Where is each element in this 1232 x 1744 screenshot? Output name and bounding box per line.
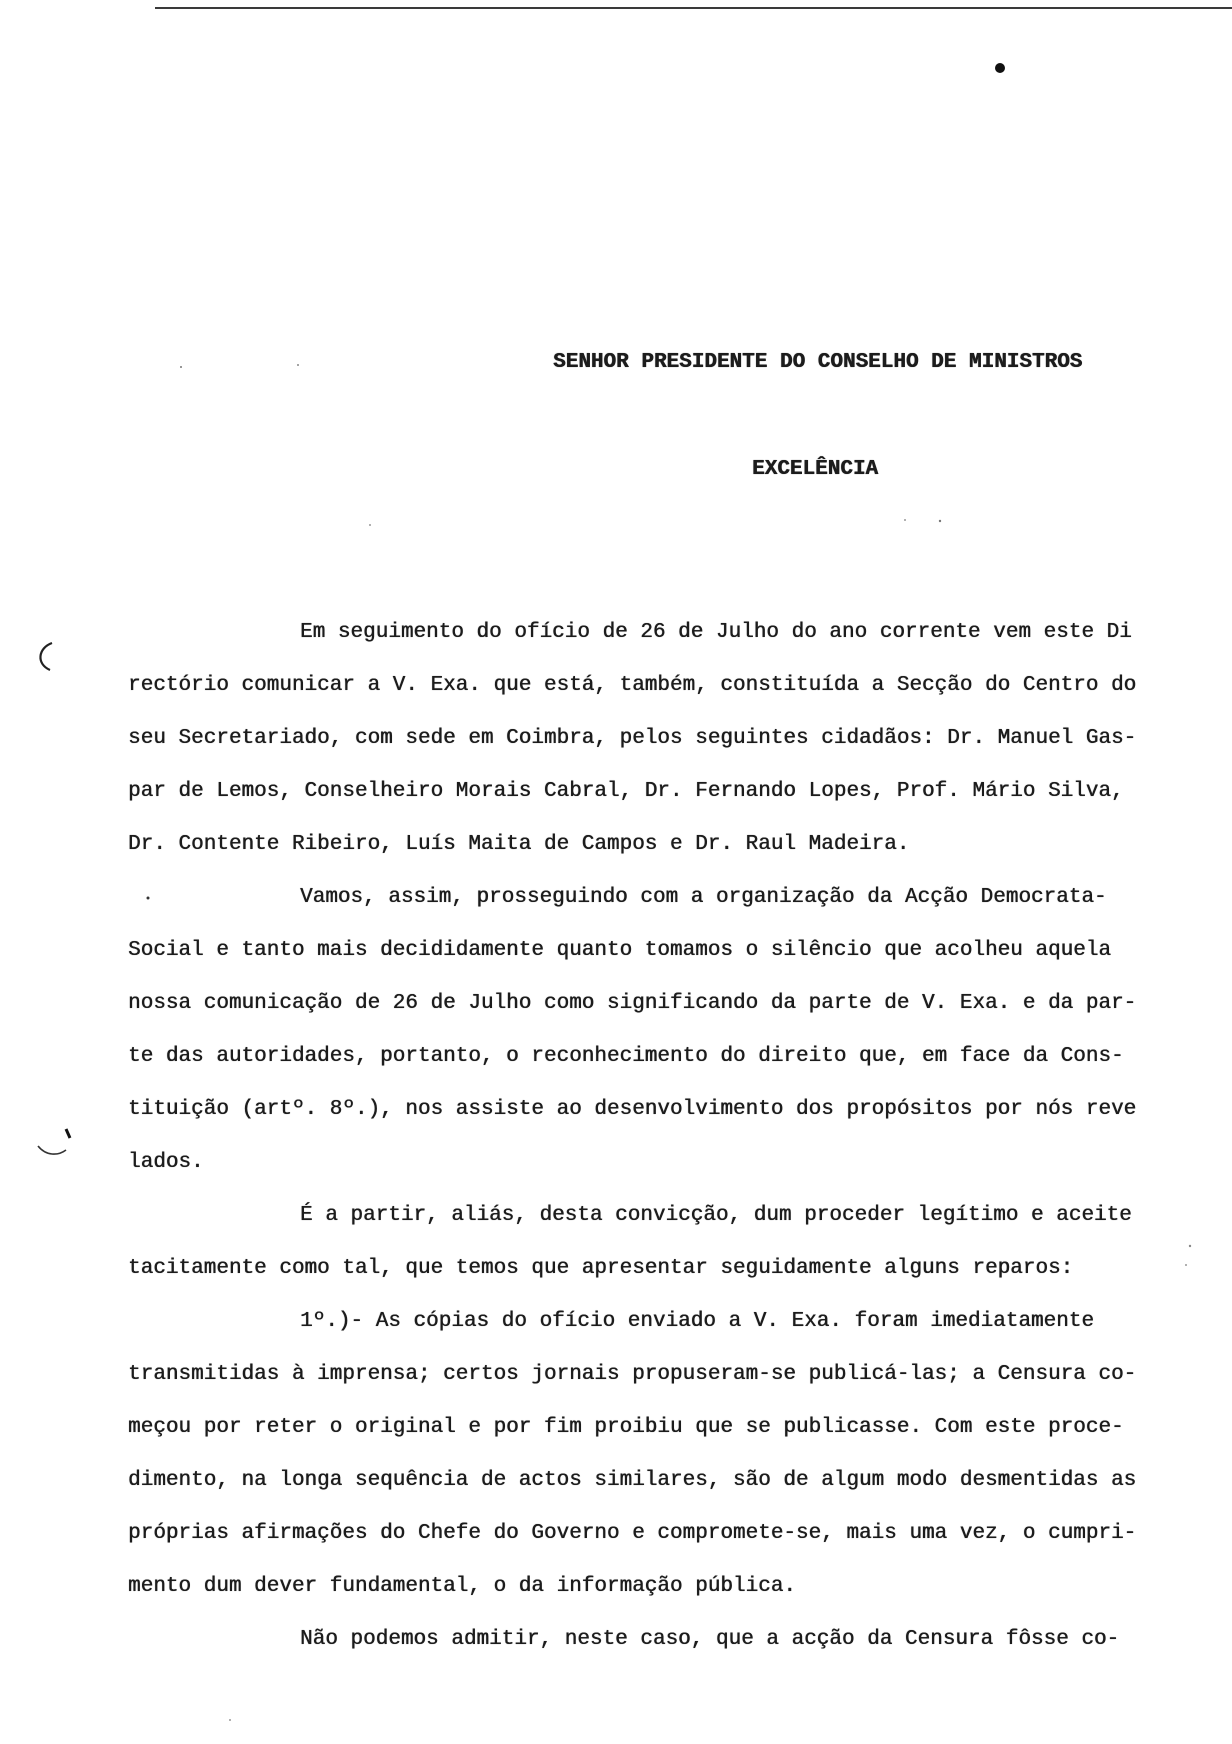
scan-top-border <box>155 7 1232 9</box>
letter-body <box>128 606 1188 1666</box>
text-line: Não podemos admitir, neste caso, que a acção da Censura fôsse co- <box>300 1628 1120 1651</box>
paragraph-organization <box>128 871 1188 1189</box>
text-line: rectório comunicar a V. Exa. que está, também, constituída a Secção do Centro do <box>128 674 1137 697</box>
margin-curve-mark <box>38 1146 66 1154</box>
text-line: Em seguimento do ofício de 26 de Julho do ano corrente vem este Di <box>300 621 1132 644</box>
ink-dot <box>995 63 1005 73</box>
text-line: 1º.)- As cópias do ofício enviado a V. Exa. foram imediatamente <box>300 1310 1094 1333</box>
text-line: mento dum dever fundamental, o da informação pública. <box>128 1575 796 1598</box>
text-line: Social e tanto mais decididamente quanto tomamos o silêncio que acolheu aquela <box>128 939 1111 962</box>
margin-bracket-mark <box>40 643 52 670</box>
ink-speck <box>229 1719 231 1721</box>
paragraph-censorship <box>128 1613 1188 1666</box>
salutation-heading: EXCELÊNCIA <box>752 458 879 481</box>
text-line: dimento, na longa sequência de actos similares, são de algum modo desmentidas as <box>128 1469 1137 1492</box>
ink-speck <box>297 364 299 366</box>
ink-speck <box>180 366 182 368</box>
text-line: tacitamente como tal, que temos que apresentar seguidamente alguns reparos: <box>128 1257 1074 1280</box>
paragraph-announcement <box>128 606 1188 871</box>
ink-speck <box>369 524 371 526</box>
text-line: É a partir, aliás, desta convicção, dum proceder legítimo e aceite <box>300 1204 1132 1227</box>
text-line: Dr. Contente Ribeiro, Luís Maita de Campos e Dr. Raul Madeira. <box>128 833 910 856</box>
text-line: par de Lemos, Conselheiro Morais Cabral, Dr. Fernando Lopes, Prof. Mário Silva, <box>128 780 1124 803</box>
paragraph-conviction <box>128 1189 1188 1295</box>
text-line: meçou por reter o original e por fim proibiu que se publicasse. Com este proce- <box>128 1416 1124 1439</box>
text-line: transmitidas à imprensa; certos jornais propuseram-se publicá-las; a Censura co- <box>128 1363 1137 1386</box>
text-line: tituição (artº. 8º.), nos assiste ao desenvolvimento dos propósitos por nós reve <box>128 1098 1137 1121</box>
ink-speck <box>904 519 906 521</box>
margin-tick-mark <box>66 1129 70 1138</box>
ink-speck <box>939 520 941 522</box>
text-line: nossa comunicação de 26 de Julho como significando da parte de V. Exa. e da par- <box>128 992 1137 1015</box>
paragraph-remark-1 <box>128 1295 1188 1613</box>
addressee-heading: SENHOR PRESIDENTE DO CONSELHO DE MINISTROS <box>553 351 1083 374</box>
text-line: lados. <box>128 1151 204 1174</box>
text-line: próprias afirmações do Chefe do Governo e compromete-se, mais uma vez, o cumpri- <box>128 1522 1137 1545</box>
text-line: Vamos, assim, prosseguindo com a organização da Acção Democrata- <box>300 886 1107 909</box>
text-line: seu Secretariado, com sede em Coimbra, pelos seguintes cidadãos: Dr. Manuel Gas- <box>128 727 1137 750</box>
text-line: te das autoridades, portanto, o reconhecimento do direito que, em face da Cons- <box>128 1045 1124 1068</box>
ink-speck <box>1189 1245 1191 1247</box>
